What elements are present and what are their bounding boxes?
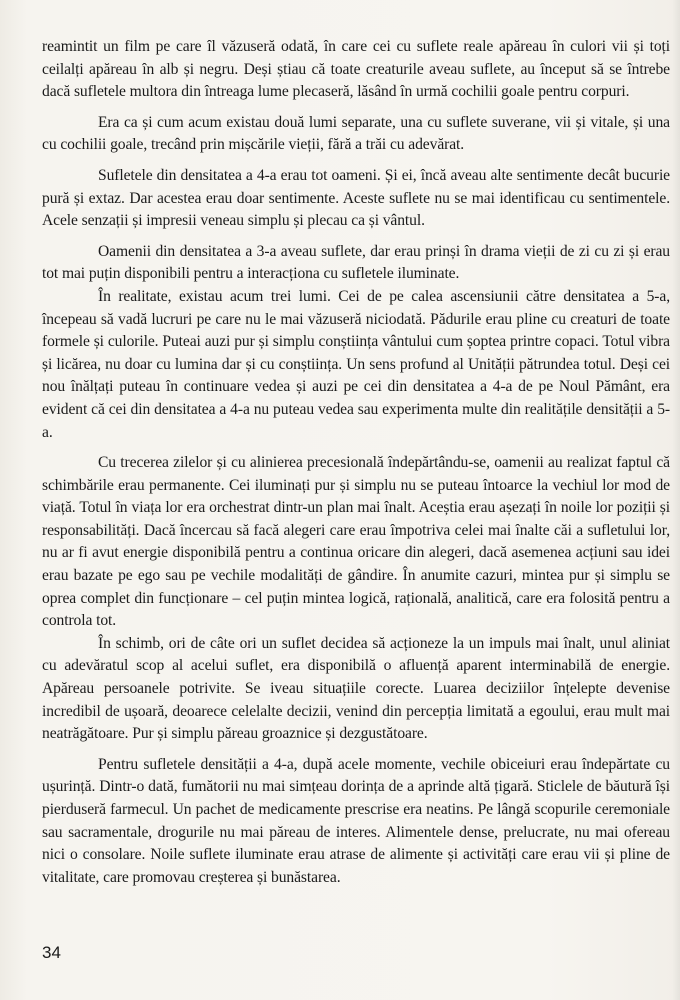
page-edge-shadow	[672, 0, 680, 1000]
paragraph: Pentru sufletele densității a 4-a, după acele momente, vechile obiceiuri erau îndepărtate cu ușurință. Dintr-o dată, fumătorii nu mai simțeau dorința de a aprinde altă țigară. Sticlele de băutură își pierduseră farmecul. Un pachet de medicamente prescrise era neatins. Pe lângă scopurile ceremoniale sau sacramentale, drogurile nu mai păreau de interes. Alimentele dense, prelucrate, nu mai ofereau nici o consolare. Noile suflete iluminate erau atrase de alimente și activități care erau vii și pline de vitalitate, care promovau creșterea și bunăstarea.	[42, 755, 670, 886]
paragraph: Sufletele din densitatea a 4-a erau tot oameni. Și ei, încă aveau alte sentimente decât bucurie pură și extaz. Dar acestea erau doar sentimente. Aceste suflete nu se mai identificau cu sentimentele. Acele senzații și impresii veneau simplu și plecau ca și vântul.	[42, 166, 670, 230]
paragraph: Oamenii din densitatea a 3-a aveau suflete, dar erau prinși în drama vieții de zi cu zi și erau tot mai puțin disponibili pentru a interacționa cu sufletele iluminate.	[42, 242, 670, 283]
page-number: 34	[42, 943, 61, 962]
paragraph-continuation: reamintit un film pe care îl văzuseră odată, în care cei cu suflete reale apăreau în culori vii și toți ceilalți apăreau în alb și negru. Deși știau că toate creaturile aveau suflete, au început să se întrebe dacă sufletele multora din întreaga lume plecaseră, lăsând în urmă cochilii goale pentru corpuri.	[42, 38, 670, 101]
paragraph: În schimb, ori de câte ori un suflet decidea să acționeze la un impuls mai înalt, unul aliniat cu adevăratul scop al acelui suflet, era disponibilă o afluență aparent interminabilă de energie. Apăreau persoanele potrivite. Se iveau situațiile corecte. Luarea deciziilor înțelepte devenise incredibil de ușoară, deoarece celelalte decizii, venind din percepția limitată a egoului, erau mult mai neatrăgătoare. Pur și simplu păreau groaznice și dezgustătoare.	[42, 634, 670, 743]
paragraph: Era ca și cum acum existau două lumi separate, una cu suflete suverane, vii și vitale, și una cu cochilii goale, trecând prin mișcările vieții, fără a trăi cu adevărat.	[42, 113, 670, 154]
paragraph: Cu trecerea zilelor și cu alinierea precesională îndepărtându-se, oamenii au realizat faptul că schimbările erau permanente. Cei iluminați pur și simplu nu se puteau întoarce la vechiul lor mod de viață. Totul în viața lor era orchestrat dintr-un plan mai înalt. Aceștia erau așezați în noile lor poziții și responsabilități. Dacă încercau să facă alegeri care erau împotriva celei mai înalte căi a sufletului lor, nu ar fi avut energie disponibilă pentru a continua oricare din alegeri, dacă asemenea acțiuni sau idei erau bazate pe ego sau pe vechile modalități de gândire. În anumite cazuri, mintea pur și simplu se oprea complet din funcționare – cel puțin mintea logică, rațională, analitică, care era folosită pentru a controla tot.	[42, 454, 670, 630]
page-body-text	[42, 36, 670, 889]
paragraph: În realitate, existau acum trei lumi. Cei de pe calea ascensiunii către densitatea a 5-a, începeau să vadă lucruri pe care nu le mai văzuseră niciodată. Pădurile erau pline cu creaturi de toate formele și culorile. Puteai auzi pur și simplu conștiința vântului cum șoptea printre copaci. Totul vibra și licărea, nu doar cu lumina dar și cu conștiința. Un sens profund al Unității pătrundea totul. Deși cei nou înălțați puteau în continuare vedea și auzi pe cei din densitatea a 4-a de pe Noul Pământ, era evident că cei din densitatea a 4-a nu puteau vedea sau experimenta multe din realitățile densității a 5-a.	[42, 287, 670, 441]
